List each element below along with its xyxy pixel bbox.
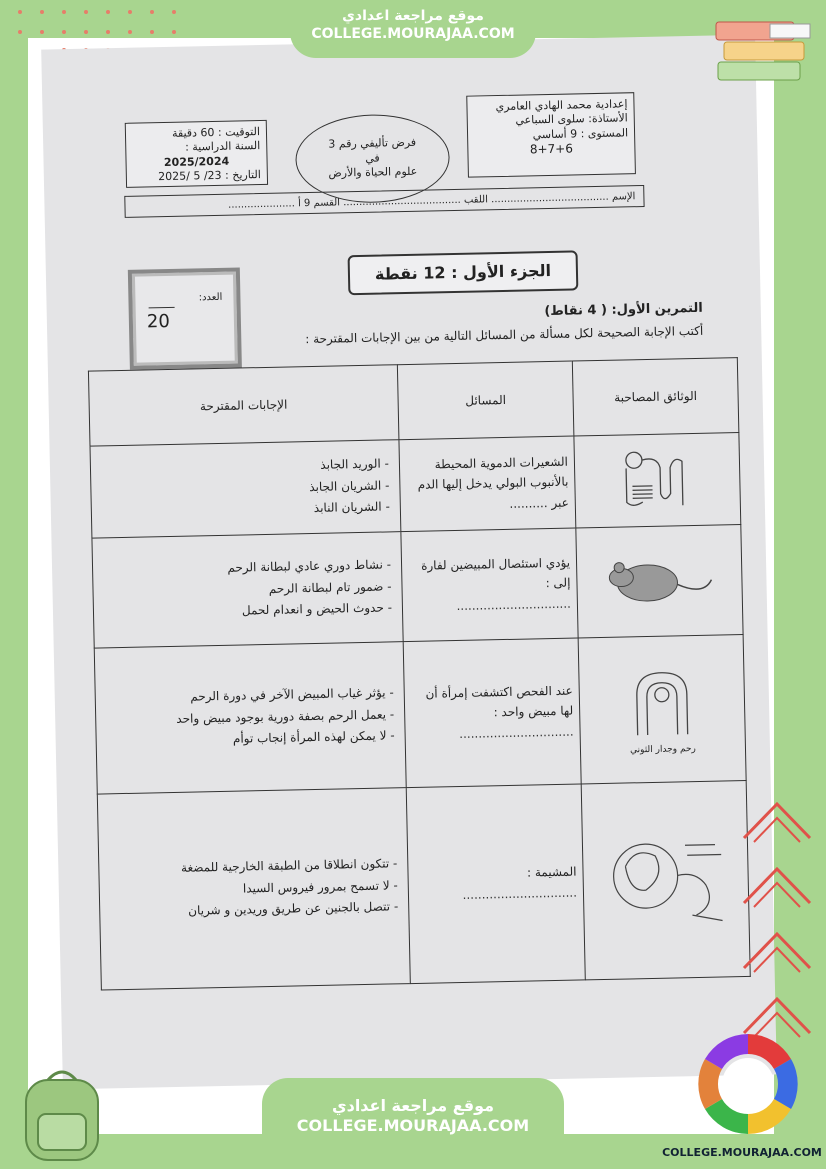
test-title-line1: فرض تأليفي رقم 3 (328, 135, 417, 151)
answer-option: - نشاط دوري عادي لبطانة الرحم (103, 554, 391, 582)
level: المستوى : 9 أساسي (532, 125, 629, 141)
exercise-title: التمرين الأول: ( 4 نقاط) (544, 300, 703, 320)
row4-question-text: المشيمة : (526, 864, 577, 880)
school-year-label: السنة الدراسية : (185, 139, 261, 154)
site-url: COLLEGE.MOURAJAA.COM (311, 25, 515, 42)
site-url: COLLEGE.MOURAJAA.COM (296, 1116, 530, 1135)
site-banner-bottom[interactable] (262, 1078, 564, 1169)
answer-option: - ضمور تام لبطانة الرحم (103, 576, 391, 604)
site-logo[interactable] (690, 1022, 820, 1162)
answer-option: - الوريد الجابذ (101, 454, 389, 482)
questions-table (88, 357, 751, 990)
books-icon (710, 14, 822, 94)
row2-question (401, 528, 578, 642)
exam-date: التاريخ : 23/ 5 /2025 (158, 167, 261, 184)
answer-option: - لا تسمح بمرور فيروس السيدا (110, 875, 398, 903)
row3-question-text: عند الفحص اكتشفت إمرأة أن لها مبيض واحد : (425, 683, 574, 720)
header-documents: الوثائق المصاحبة (572, 358, 739, 436)
school-info-box (466, 92, 636, 178)
part-title: الجزء الأول : 12 نقطة (348, 250, 579, 295)
row1-answers (90, 440, 401, 538)
row3-answers (94, 642, 406, 794)
answer-option: - تتكون انطلاقا من الطبقة الخارجية للمضغة (109, 853, 397, 881)
site-name-arabic: موقع مراجعة اعدادي (342, 8, 484, 24)
student-info-line: الإسم ..................................... اللقب ..................................... القسم 9 أ ..................... (124, 185, 644, 218)
row4-document (581, 780, 750, 979)
row2-document (576, 525, 743, 638)
row3-document-caption: رحم وجدار الثوني (630, 743, 696, 755)
chevron-up-icon (738, 920, 816, 980)
row4-question (406, 784, 585, 984)
grade-denominator: 20 (146, 310, 171, 333)
chevron-up-icon (738, 855, 816, 915)
row3-document (578, 635, 746, 784)
nephron-icon (612, 444, 703, 516)
table-row (92, 525, 743, 649)
placenta-icon (595, 824, 737, 937)
logo-caption: COLLEGE.MOURAJAA.COM (662, 1146, 822, 1159)
answer-option: - الشريان النابذ (102, 497, 390, 525)
answer-option: - حدوث الحيض و انعدام لحمل (104, 598, 392, 626)
row3-answer-dots: .............................. (459, 724, 574, 741)
backpack-icon (12, 1060, 112, 1165)
exam-sheet (41, 35, 777, 1090)
table-header-row (88, 358, 738, 447)
table-row (97, 780, 750, 990)
ovary-uterus-icon (616, 663, 708, 745)
teacher-name: الأستاذة: سلوى السباعي (515, 111, 628, 127)
grade-box (128, 267, 242, 369)
header-answers: الإجابات المقترحة (88, 365, 399, 446)
row4-answers (97, 788, 410, 990)
row2-answers (92, 532, 403, 648)
row4-answer-dots: .............................. (462, 885, 578, 902)
answer-option: - لا يمكن لهذه المرأة إنجاب توأم (106, 726, 394, 754)
grade-fraction-line (149, 307, 175, 309)
row1-document (574, 433, 741, 528)
grade-label: العدد: (198, 291, 223, 304)
row1-question: الشعيرات الدموية المحيطة بالأنبوب البولي يدخل إليها الدم عبر .......... (399, 436, 576, 532)
answer-option: - الشريان الجابذ (101, 475, 389, 503)
chevron-up-icon (738, 790, 816, 850)
row2-question-text: يؤدي استئصال المبيضين لفارة إلى : (420, 555, 571, 591)
row2-answer-dots: .............................. (456, 596, 572, 613)
duration: التوقيت : 60 دقيقة (171, 125, 261, 140)
exercise-instruction: أكتب الإجابة الصحيحة لكل مسألة من المسائل التالية من بين الإجابات المقترحة : (305, 323, 704, 347)
test-title-line3: علوم الحياة والأرض (328, 165, 418, 181)
groups: 8+7+6 (529, 141, 574, 157)
header-questions: المسائل (397, 361, 574, 440)
row3-question (403, 638, 581, 788)
site-name-arabic: موقع مراجعة اعدادي (331, 1096, 495, 1115)
school-name: إعدادية محمد الهادي العامري (495, 97, 628, 114)
school-year: 2025/2024 (163, 154, 230, 169)
answer-option: - تتصل بالجنين عن طريق وريدين و شريان (110, 897, 398, 925)
answer-option: - يعمل الرحم بصفة دورية بوجود مبيض واحد (106, 704, 394, 732)
mouse-icon (599, 545, 720, 617)
site-banner-top[interactable] (290, 0, 536, 58)
table-row (90, 433, 741, 539)
table-row (94, 635, 746, 795)
test-title-line2: في (365, 151, 380, 165)
answer-option: - يؤثر غياب المبيض الآخر في دورة الرحم (106, 682, 394, 710)
exam-meta-box (125, 120, 268, 188)
